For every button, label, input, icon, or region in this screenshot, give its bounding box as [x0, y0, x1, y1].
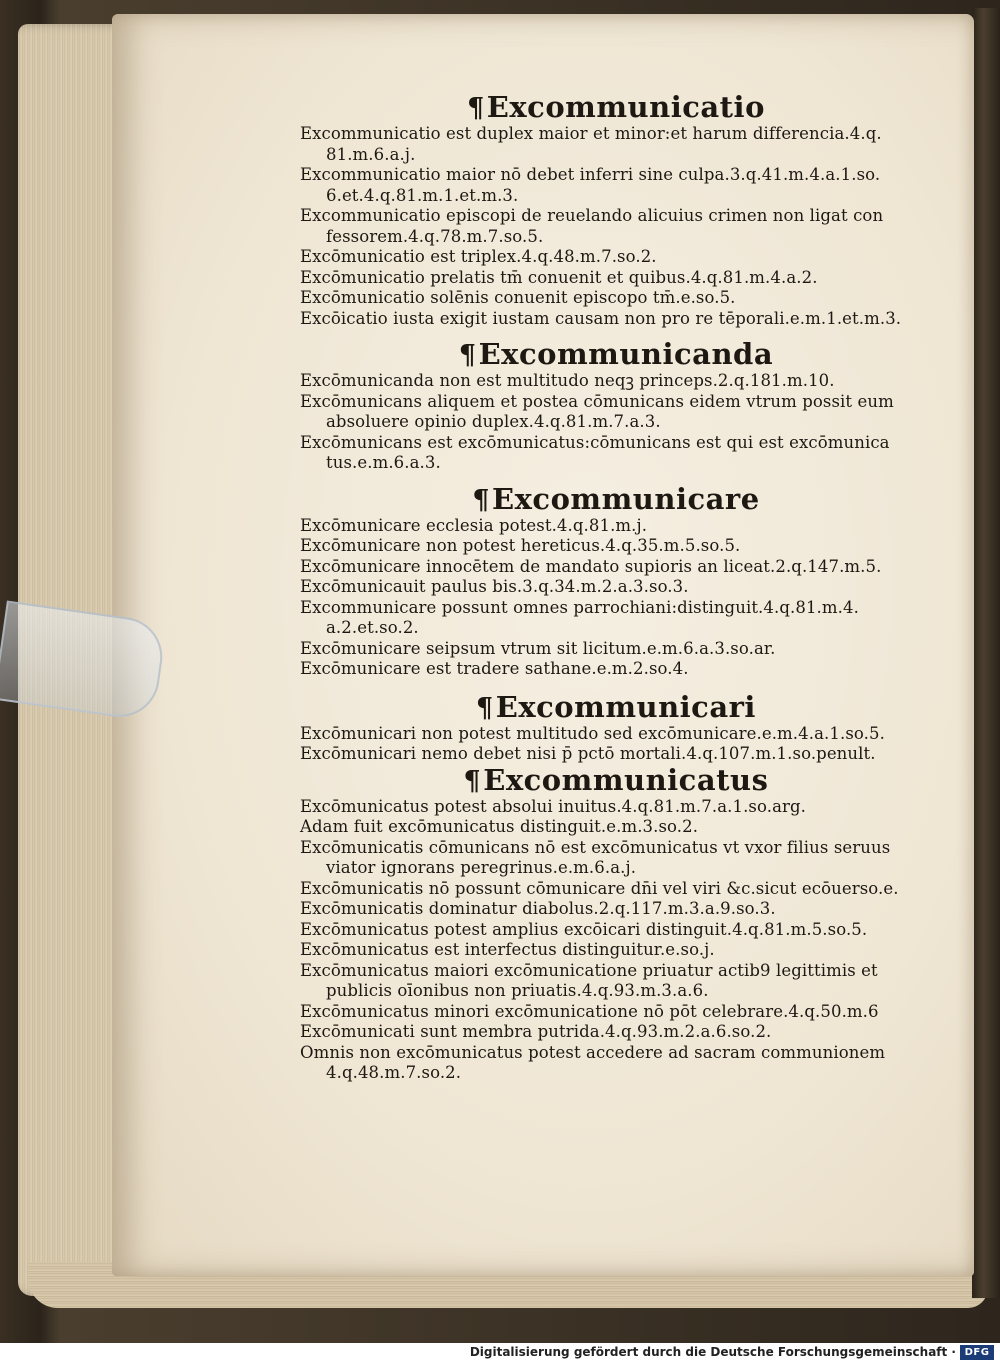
- index-entry: [300, 899, 912, 920]
- pilcrow-icon: ¶: [472, 484, 491, 516]
- section-heading-text: Excommunicatus: [483, 762, 769, 797]
- dfg-logo: DFG: [960, 1345, 994, 1360]
- entry-continuation: viator ignorans peregrinus.e.m.6.a.j.: [326, 858, 637, 877]
- entry-line: Excōmunicatis dominatur diabolus.2.q.117.m.3.a.9.so.3.: [300, 899, 776, 918]
- entry-line: Excōmunicanda non est multitudo neqꝫ princeps.2.q.181.m.10.: [300, 371, 835, 390]
- section-heading: [300, 481, 912, 516]
- index-entry: [300, 1002, 912, 1023]
- entry-line: Excōmunicatus minori excōmunicatione nō pōt celebrare.4.q.50.m.6: [300, 1001, 879, 1021]
- entry-line: Excōmunicans aliquem et postea cōmunicans eidem vtrum possit eum: [300, 391, 894, 411]
- footer-bar: [0, 1343, 1000, 1363]
- index-entry: [300, 639, 912, 660]
- entry-line: Excōmunicatio prelatis tm̄ conuenit et quibus.4.q.81.m.4.a.2.: [300, 267, 818, 287]
- entry-line: Excōmunicari non potest multitudo sed excōmunicare.e.m.4.a.1.so.5.: [300, 723, 885, 743]
- section-heading: [300, 689, 912, 724]
- entry-line: Excōmunicari nemo debet nisi p̄ pctō mortali.4.q.107.m.1.so.penult.: [300, 744, 876, 763]
- index-entry: [300, 557, 912, 578]
- entry-line: Excōicatio iusta exigit iustam causam non pro re tēporali.e.m.1.et.m.3.: [300, 308, 902, 328]
- entry-line: Excōmunicatio solēnis conuenit episcopo tm̄.e.so.5.: [300, 288, 736, 307]
- index-entry: [300, 433, 912, 474]
- entry-line: Excōmunicatus est interfectus distinguitur.e.so.j.: [300, 940, 715, 959]
- index-entry: [300, 392, 912, 433]
- entry-line: Excōmunicatus potest absolui inuitus.4.q.81.m.7.a.1.so.arg.: [300, 796, 807, 816]
- section-heading-text: Excommunicatio: [486, 90, 765, 124]
- entry-continuation: a.2.et.so.2.: [326, 618, 419, 637]
- index-entry: [300, 165, 912, 206]
- footer-credit: Digitalisierung gefördert durch die Deutsche Forschungsgemeinschaft ·: [469, 1345, 956, 1359]
- entry-line: Excōmunicatio est triplex.4.q.48.m.7.so.2.: [300, 247, 657, 266]
- section-heading-text: Excommunicare: [492, 481, 760, 516]
- entry-line: Excōmunicare ecclesia potest.4.q.81.m.j.: [300, 515, 648, 535]
- pilcrow-icon: ¶: [476, 692, 494, 724]
- index-entry: [300, 206, 912, 247]
- entry-line: Excōmunicatus maiori excōmunicatione priuatur actib9 legittimis et: [300, 960, 878, 980]
- entry-line: Excōmunicati sunt membra putrida.4.q.93.m.2.a.6.so.2.: [300, 1022, 772, 1041]
- index-entry: [300, 288, 912, 309]
- index-entry: [300, 724, 912, 745]
- section-heading-text: Excommunicanda: [478, 337, 774, 371]
- pilcrow-icon: ¶: [463, 765, 482, 797]
- entry-line: Excommunicare possunt omnes parrochiani:distinguit.4.q.81.m.4.: [300, 597, 859, 617]
- index-entry: [300, 1043, 912, 1084]
- entry-line: Excōmunicans est excōmunicatus:cōmunicans est qui est excōmunica: [300, 432, 890, 452]
- index-entry: [300, 940, 912, 961]
- entry-line: Excōmunicare non potest hereticus.4.q.35.m.5.so.5.: [300, 536, 741, 555]
- section-heading: [300, 339, 912, 371]
- index-entry: [300, 744, 912, 765]
- entry-line: Excōmunicauit paulus bis.3.q.34.m.2.a.3.so.3.: [300, 577, 689, 596]
- index-entry: [300, 920, 912, 941]
- index-text-column: [300, 92, 912, 1084]
- entry-continuation: 6.et.4.q.81.m.1.et.m.3.: [326, 185, 519, 205]
- entry-line: Excommunicatio est duplex maior et minor:et harum differencia.4.q.: [300, 124, 882, 143]
- entry-line: Excōmunicatus potest amplius excōicari distinguit.4.q.81.m.5.so.5.: [300, 919, 868, 939]
- section-heading: [300, 92, 912, 124]
- entry-continuation: 4.q.48.m.7.so.2.: [326, 1063, 462, 1082]
- index-entry: [300, 817, 912, 838]
- index-entry: [300, 879, 912, 900]
- section-heading-text: Excommunicari: [495, 689, 756, 724]
- right-page-edge: [972, 8, 1000, 1298]
- entry-line: Excommunicatio maior nō debet inferri sine culpa.3.q.41.m.4.a.1.so.: [300, 165, 881, 184]
- entry-line: Excōmunicatis nō possunt cōmunicare dn̄i vel viri &c.sicut ecōuerso.e.: [300, 878, 899, 898]
- index-entry: [300, 536, 912, 557]
- index-entry: [300, 309, 912, 330]
- index-entry: [300, 124, 912, 165]
- entry-line: Excommunicatio episcopi de reuelando alicuius crimen non ligat con: [300, 206, 884, 225]
- entry-continuation: 81.m.6.a.j.: [326, 144, 416, 164]
- index-entry: [300, 797, 912, 818]
- index-entry: [300, 371, 912, 392]
- index-entry: [300, 598, 912, 639]
- entry-line: Excōmunicare seipsum vtrum sit licitum.e.m.6.a.3.so.ar.: [300, 638, 776, 658]
- index-entry: [300, 838, 912, 879]
- index-entry: [300, 659, 912, 680]
- index-entry: [300, 577, 912, 598]
- pilcrow-icon: ¶: [467, 93, 485, 124]
- entry-continuation: tus.e.m.6.a.3.: [326, 453, 441, 472]
- entry-continuation: absoluere opinio duplex.4.q.81.m.7.a.3.: [326, 412, 661, 431]
- pilcrow-icon: ¶: [458, 340, 477, 371]
- entry-continuation: fessorem.4.q.78.m.7.so.5.: [326, 226, 544, 246]
- entry-line: Excōmunicare innocētem de mandato supioris an liceat.2.q.147.m.5.: [300, 556, 882, 576]
- section-heading: [300, 762, 912, 797]
- index-entry: [300, 268, 912, 289]
- index-entry: [300, 961, 912, 1002]
- index-entry: [300, 516, 912, 537]
- entry-continuation: publicis oīonibus non priuatis.4.q.93.m.3.a.6.: [326, 981, 709, 1000]
- index-entry: [300, 247, 912, 268]
- entry-line: Excōmunicare est tradere sathane.e.m.2.so.4.: [300, 659, 689, 678]
- index-entry: [300, 1022, 912, 1043]
- entry-line: Adam fuit excōmunicatus distinguit.e.m.3.so.2.: [300, 817, 699, 836]
- entry-line: Omnis non excōmunicatus potest accedere ad sacram communionem: [300, 1042, 886, 1062]
- entry-line: Excōmunicatis cōmunicans nō est excōmunicatus vt vxor filius seruus: [300, 837, 891, 857]
